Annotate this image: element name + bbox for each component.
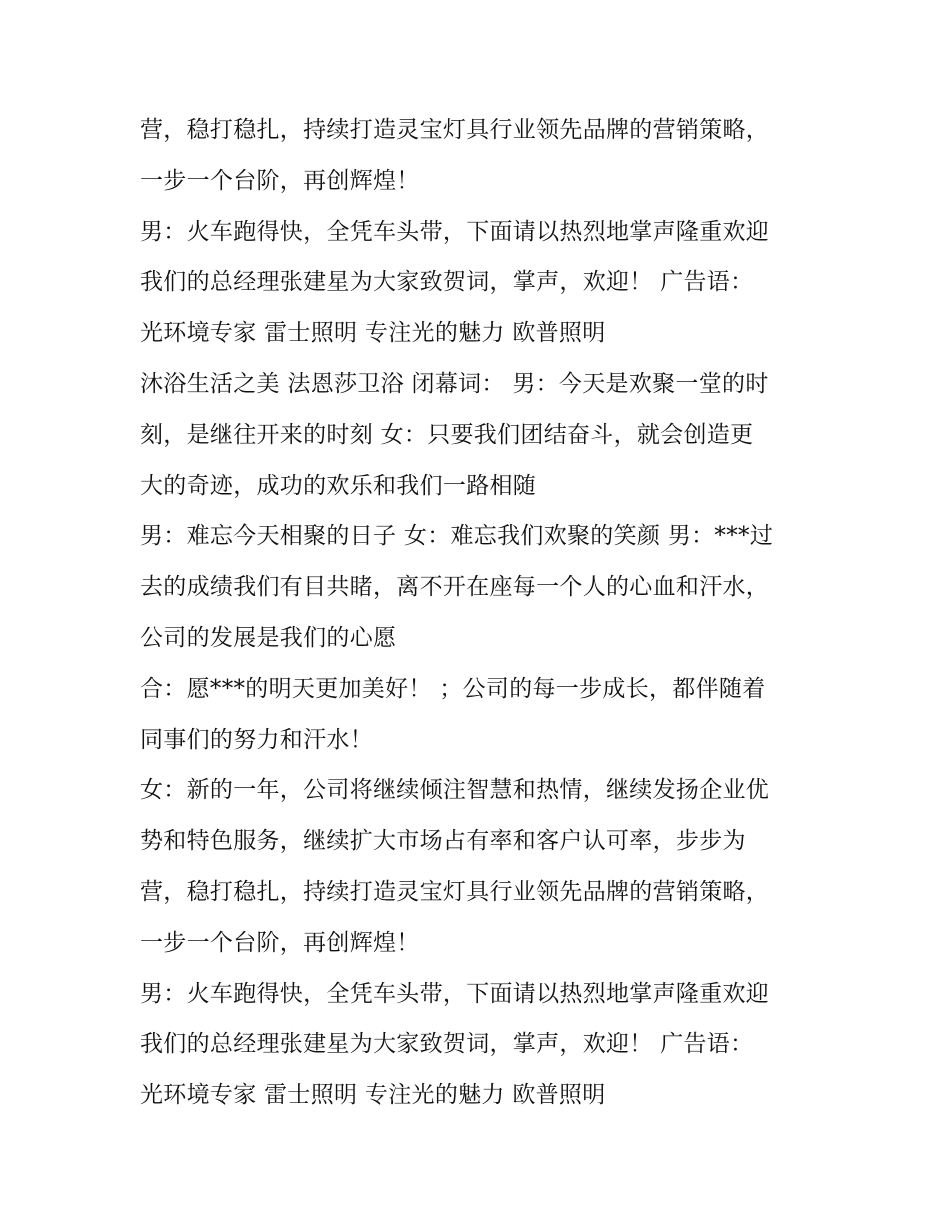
text-line: 光环境专家 雷士照明 专注光的魅力 欧普照明 [140,1082,606,1109]
text-line: 营，稳打稳扎，持续打造灵宝灯具行业领先品牌的营销策略， [140,878,770,905]
text-line: 男：火车跑得快，全凭车头带，下面请以热烈地掌声隆重欢迎 [140,980,770,1007]
text-line: 一步一个台阶，再创辉煌！ [140,929,420,956]
text-line: 大的奇迹，成功的欢乐和我们一路相随 [140,472,537,499]
text-line: 光环境专家 雷士照明 专注光的魅力 欧普照明 [140,320,606,347]
text-line: 同事们的努力和汗水！ [140,726,373,753]
text-line: 刻，是继往开来的时刻 女：只要我们团结奋斗，就会创造更 [140,421,754,448]
text-line: 合：愿***的明天更加美好！ ；公司的每一步成长，都伴随着 [140,675,766,702]
text-line: 一步一个台阶，再创辉煌！ [140,167,420,194]
text-line: 营，稳打稳扎，持续打造灵宝灯具行业领先品牌的营销策略， [140,117,770,143]
text-line: 女：新的一年，公司将继续倾注智慧和热情，继续发扬企业优 [140,777,770,804]
text-line: 男：难忘今天相聚的日子 女：难忘我们欢聚的笑颜 男：***过 [140,523,774,550]
text-line: 公司的发展是我们的心愿 [140,624,397,651]
text-line: 去的成绩我们有目共睹，离不开在座每一个人的心血和汗水， [140,574,770,601]
document-body [140,105,830,1121]
text-line: 沐浴生活之美 法恩莎卫浴 闭幕词： 男：今天是欢聚一堂的时 [140,370,769,397]
text-line: 男：火车跑得快，全凭车头带，下面请以热烈地掌声隆重欢迎 [140,218,770,245]
text-line: 势和特色服务，继续扩大市场占有率和客户认可率，步步为 [140,828,746,855]
text-line: 我们的总经理张建星为大家致贺词，掌声，欢迎！ 广告语： [140,269,754,296]
text-line: 我们的总经理张建星为大家致贺词，掌声，欢迎！ 广告语： [140,1031,754,1058]
